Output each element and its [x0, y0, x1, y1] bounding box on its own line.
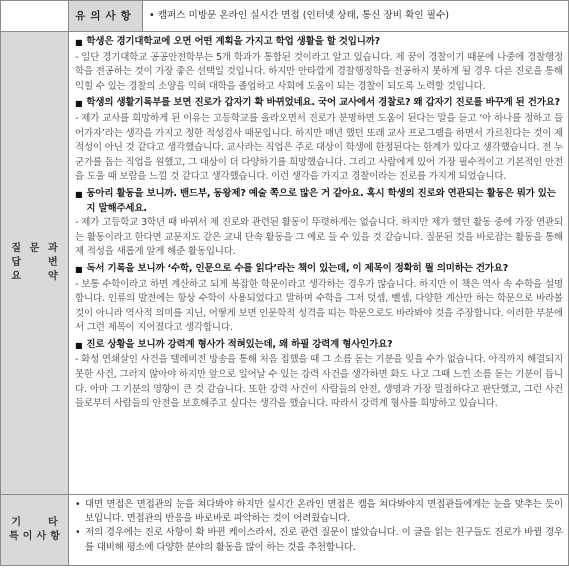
answer-text: - 제가 고등학교 3학년 때 바뀌서 제 진로와 관련된 활동이 뚜렷하게는 없습니다. 하지만 제가 했던 활동 중에 가장 연관되는 활동이라고 한다면 교문지도 같은 교내 단속 활동을 그 예로 들 수 있을 것 같습니다. 질문된 것을 바로잡는 활동을 통해 제 적성을 새롭게 알게 해준 활동입니다.: [75, 217, 563, 258]
square-bullet-icon: ■: [75, 38, 83, 47]
note-text: 저의 경우에는 진로 사항이 확 바뀐 케이스라서, 진로 관련 질문이 많았습니다. 이 글을 읽는 친구들도 진로가 바뀔 경우를 대비해 평소에 다양한 분야의 활동을 많이 하는 것을 추천합니다.: [85, 527, 563, 553]
side-char: 질: [11, 243, 21, 254]
note-item: [75, 526, 563, 554]
bullet-dot-icon: •: [75, 499, 81, 510]
qa-content: [69, 32, 569, 495]
square-bullet-icon: ■: [75, 189, 83, 199]
notes-content: [69, 495, 569, 566]
question: [75, 96, 563, 112]
side-char: [25, 517, 43, 529]
square-bullet-icon: ■: [75, 99, 83, 109]
side-char: 사: [36, 531, 47, 542]
qa-row: [1, 32, 569, 495]
caution-value: • 캠퍼스 미방문 온라인 실시간 면접 (인터넷 상태, 통신 장비 확인 필수): [143, 1, 569, 32]
qa-side-label: [1, 32, 69, 495]
side-char: 변: [47, 257, 58, 268]
question-text: 진로 상황을 보니까 강력계 형사가 적혀있는데, 왜 하필 강력계 형사인가요?: [86, 338, 393, 350]
answer-text: - 제가 교사를 희망하게 된 이유는 고등학교를 올라오면서 진로가 분명하면 도움이 된다는 말을 듣고 ‘아 하나를 정하고 들어가자’라는 생각을 가지고 정한 적성검사 때문입니다. 하지만 매년 했던 또래 교사 프로그램을 하면서 가르친다는 것이 제 적성이 아닌 것 같다고 생각했습니다. 교사라는 직업은 주로 대상이 학생에 한정된다는 한계가 있다고 생각했습니다. 전 누군가를 돕는 직업을 원했고, 그 대상이 더 다양하기를 희망했습니다. 그리고 사람에게 있어 가장 필수적이고 기본적인 안전을 도울 때 보람을 느낄 것 같다고 생각했습니다. 이런 생각을 가지고 경찰이라는 진로를 가지게 되었습니다.: [75, 112, 563, 183]
side-char: 이: [22, 531, 33, 542]
question-text: 동아리 활동을 보니까. 밴드부, 동왕제? 예술 쪽으로 많은 거 같아요. 혹시 학생의 진로와 연관되는 활동은 뭐가 있는지 말해주세요.: [86, 187, 556, 214]
answer-text: - 화성 연쇄살인 사건을 텔레비전 방송을 통해 처음 접했을 때 그 소름 돋는 기분을 잊을 수가 없습니다. 아직까지 해결되지 못한 사건, 그러지 않아야 하지만 앞으로 일어날 수 있는 강력 사건을 생각하면 화도 나고 그때 느낀 소름 돋는 기분이 듭니다. 아마 그 기분의 영향이 큰 것 같습니다. 또한 강력 사건이 사람들의 안전, 생명과 가장 밀접하다고 판단했고, 그런 사건들로부터 사람들의 안전을 보호해주고 싶다는 생각을 했습니다. 따라서 강력계 형사를 희망하고 있습니다.: [75, 354, 563, 410]
square-bullet-icon: ■: [75, 264, 83, 274]
side-char: 약: [47, 271, 58, 282]
question: [75, 338, 563, 354]
qa-item: [75, 262, 563, 336]
notes-side-label: [1, 495, 69, 566]
side-char: 타: [47, 517, 58, 528]
notes-row: [1, 495, 569, 566]
qa-item: [75, 187, 563, 260]
side-char: 문: [29, 243, 40, 254]
caution-row: [1, 1, 569, 32]
qa-item: [75, 338, 563, 412]
side-char: [25, 257, 43, 269]
question-text: 독서 기록을 보니까 ‘수학, 인문으로 수를 읽다’라는 책이 있는데, 이 제목이 정확히 뭘 의미하는 건가요?: [86, 262, 509, 274]
question: [75, 35, 563, 51]
side-char: 과: [47, 243, 58, 254]
caution-label: 유의사항: [69, 1, 143, 32]
header-blank-cell: [1, 1, 69, 32]
square-bullet-icon: ■: [75, 340, 83, 350]
side-char: 기: [11, 517, 21, 528]
answer-text: - 보통 수학이라고 하면 계산하고 되게 복잡한 학문이라고 생각하는 경우가 많습니다. 하지만 이 책은 역사 속 수학을 설명합니다. 인류의 발전에는 항상 수학이 사용되었다고 말하며 수학을 그저 덧셈, 뺄셈, 다양한 계산만 하는 학문으로 바라볼 것이 아니라 역사적 의미를 지닌, 어떻게 보면 인문학적 성격을 띠는 학문으로도 바라봐야 것을 주장합니다. 이러한 부분에서 그런 제목이 지어졌다고 생각합니다.: [75, 278, 563, 334]
note-item: [75, 498, 563, 526]
side-char: 특: [9, 531, 19, 542]
question: [75, 187, 563, 216]
qa-item: [75, 96, 563, 185]
note-text: 대면 면접은 면접관의 눈을 쳐다봐야 하지만 실시간 온라인 면접은 캠을 쳐다봐야지 면접관들에게는 눈을 맞추는 듯이 보입니다. 면접관의 반응을 바로바로 파악하는 것이 어려웠습니다.: [85, 499, 563, 525]
qa-item: [75, 35, 563, 94]
answer-text: - 일단 경기대학교 공공안전학부는 5개 학과가 통합된 것이라고 알고 있습니다. 제 꿈이 경찰이기 때문에 나중에 경찰행정학을 전공하는 것이 가장 좋은 선택일 것입니다. 하지만 안타깝게 경찰행정학을 전공하지 못하게 될 경우 다른 진로을 통해 익힐 수 있는 경찰의 소양을 익혀 대학을 졸업하고 사회에 도움이 되는 경찰이 되도록 노력할 것입니다.: [75, 51, 563, 92]
question-text: 학생은 경기대학교에 오면 어떤 계획을 가지고 학업 생활을 할 것입니까?: [86, 36, 381, 47]
side-char: 답: [11, 257, 21, 268]
side-char: 요: [11, 271, 21, 282]
question-text: 학생의 생활기록부를 보면 진로가 갑자기 확 바뀌었네요. 국어 교사에서 경찰로? 왜 갑자기 진로를 바꾸게 된 건가요?: [86, 97, 561, 109]
bullet-dot-icon: •: [75, 527, 81, 539]
side-char: [25, 271, 43, 283]
side-char: 항: [50, 531, 60, 542]
question: [75, 262, 563, 278]
